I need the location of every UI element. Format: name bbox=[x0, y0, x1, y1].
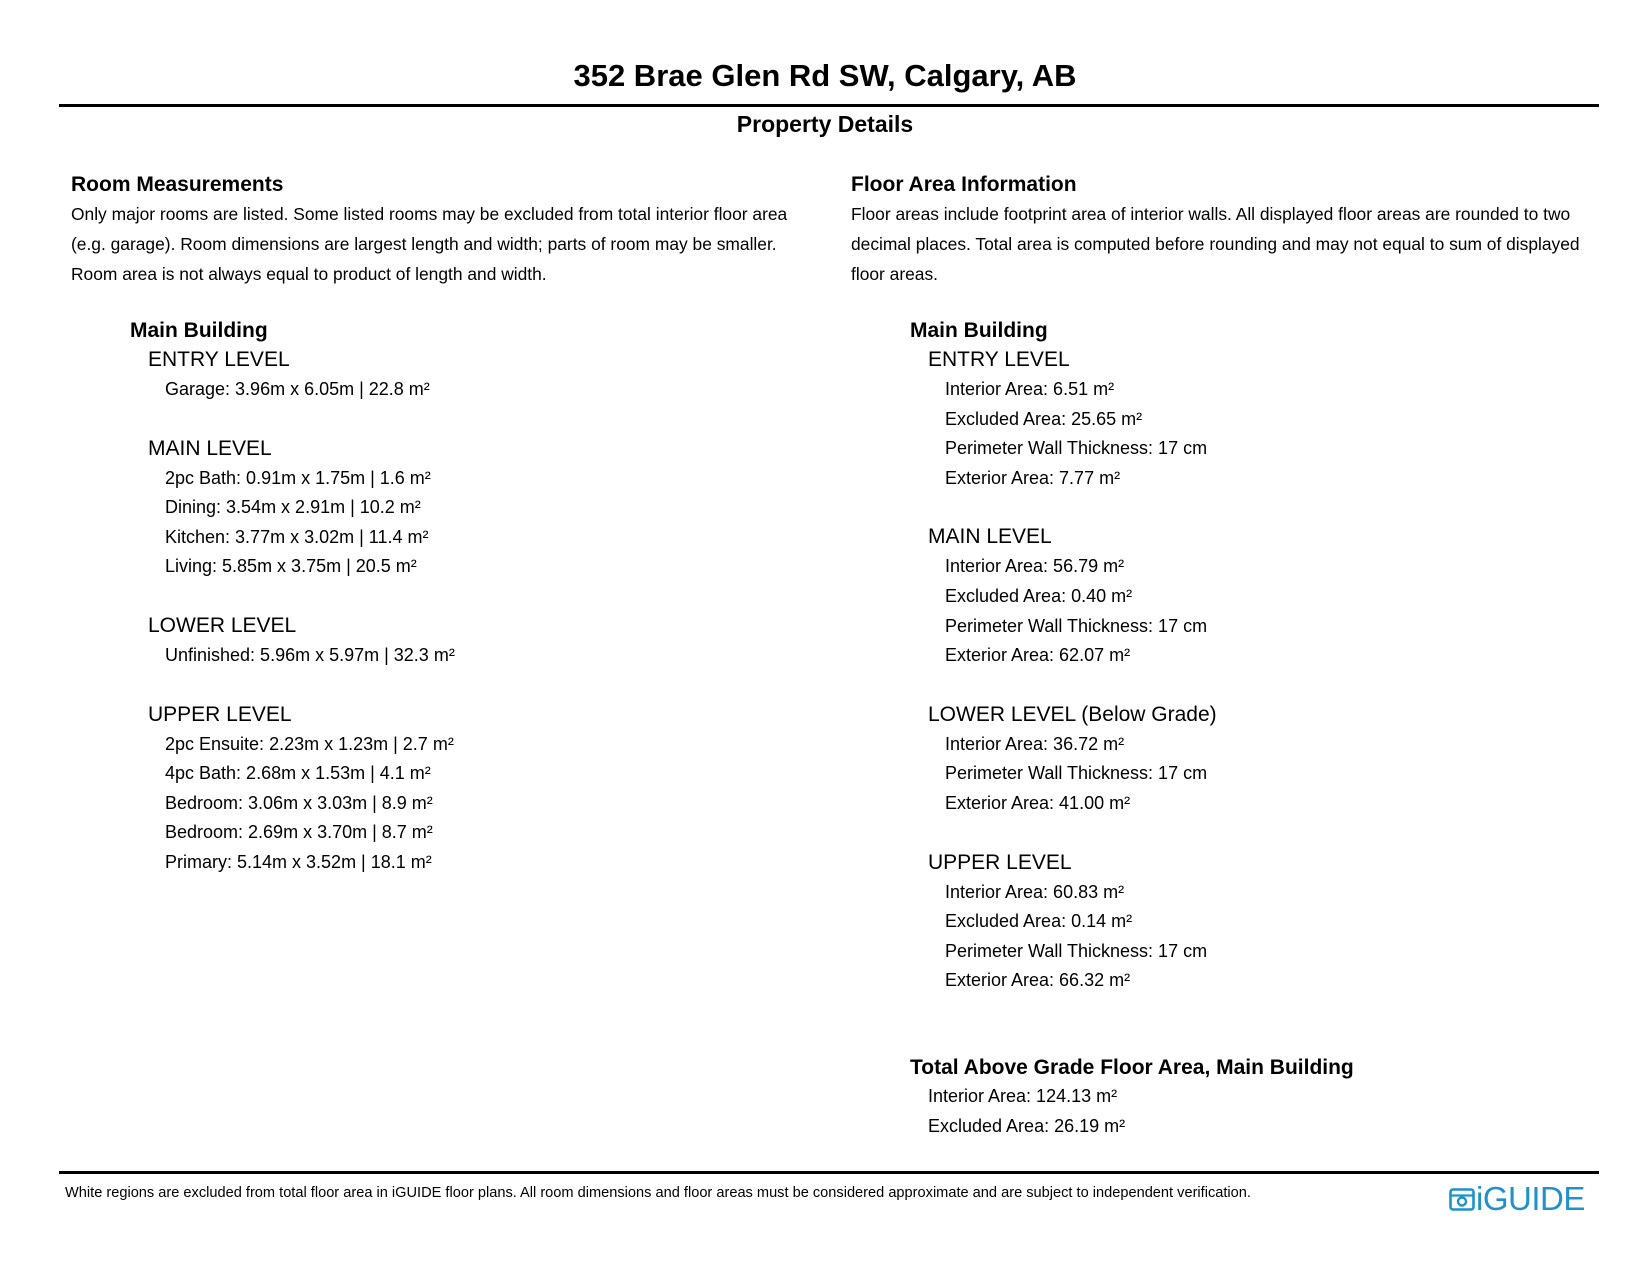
level-name: ENTRY LEVEL bbox=[148, 348, 290, 371]
room-row: Garage: 3.96m x 6.05m | 22.8 m² bbox=[165, 379, 430, 399]
room-row: Bedroom: 2.69m x 3.70m | 8.7 m² bbox=[165, 822, 433, 843]
floor-area-description-line: Floor areas include footprint area of interior walls. All displayed floor areas are rounded to two bbox=[851, 204, 1571, 224]
area-levels bbox=[928, 345, 1611, 996]
room-levels bbox=[148, 345, 811, 878]
footer-disclaimer: White regions are excluded from total floor area in iGUIDE floor plans. All room dimensions and floor areas must be considered approximate and are subject to independent verification. bbox=[65, 1185, 1251, 1201]
room-measurements-description-line: (e.g. garage). Room dimensions are largest length and width; parts of room may be smaller. bbox=[71, 234, 777, 254]
building-heading: Main Building bbox=[910, 319, 1048, 342]
room-row: Bedroom: 3.06m x 3.03m | 8.9 m² bbox=[165, 792, 433, 813]
area-row: Interior Area: 60.83 m² bbox=[945, 881, 1125, 902]
area-row: Perimeter Wall Thickness: 17 cm bbox=[945, 438, 1208, 459]
total-row: Interior Area: 124.13 m² bbox=[928, 1085, 1118, 1106]
area-row: Exterior Area: 7.77 m² bbox=[945, 467, 1121, 488]
room-row: 2pc Bath: 0.91m x 1.75m | 1.6 m² bbox=[165, 467, 431, 488]
floor-area-title: Floor Area Information bbox=[851, 173, 1077, 196]
floor-area-section bbox=[851, 171, 1611, 1141]
level-name: LOWER LEVEL bbox=[148, 613, 297, 637]
room-row: 4pc Bath: 2.68m x 1.53m | 4.1 m² bbox=[165, 763, 431, 784]
area-row: Excluded Area: 0.14 m² bbox=[945, 911, 1133, 932]
floor-area-description-line: floor areas. bbox=[851, 264, 938, 284]
level-name: MAIN LEVEL bbox=[148, 436, 272, 460]
area-row: Interior Area: 56.79 m² bbox=[945, 556, 1125, 577]
level-block bbox=[148, 611, 811, 671]
level-block bbox=[928, 522, 1611, 670]
iguide-logo-text: iGUIDE bbox=[1476, 1180, 1585, 1217]
room-row: Dining: 3.54m x 2.91m | 10.2 m² bbox=[165, 497, 421, 518]
area-row: Exterior Area: 62.07 m² bbox=[945, 645, 1131, 666]
level-block bbox=[928, 848, 1611, 996]
page-title: 352 Brae Glen Rd SW, Calgary, AB bbox=[573, 58, 1077, 93]
room-row: Living: 5.85m x 3.75m | 20.5 m² bbox=[165, 556, 417, 577]
room-row: Primary: 5.14m x 3.52m | 18.1 m² bbox=[165, 851, 432, 872]
area-row: Interior Area: 36.72 m² bbox=[945, 733, 1125, 754]
area-row: Exterior Area: 66.32 m² bbox=[945, 970, 1131, 991]
room-measurements-description-line: Only major rooms are listed. Some listed rooms may be excluded from total interior floor area bbox=[71, 204, 788, 224]
iguide-logo-icon bbox=[1449, 1186, 1475, 1212]
total-floor-area-title: Total Above Grade Floor Area, Main Building bbox=[910, 1055, 1354, 1079]
area-row: Exterior Area: 41.00 m² bbox=[945, 792, 1131, 813]
level-block bbox=[148, 700, 811, 878]
room-measurements-section bbox=[71, 171, 811, 907]
area-row: Perimeter Wall Thickness: 17 cm bbox=[945, 763, 1208, 784]
room-measurements-title: Room Measurements bbox=[71, 173, 284, 196]
page-subtitle: Property Details bbox=[736, 111, 914, 137]
level-name: MAIN LEVEL bbox=[928, 525, 1052, 549]
floor-area-description-line: decimal places. Total area is computed before rounding and may not equal to sum of displayed bbox=[851, 234, 1580, 254]
header-divider bbox=[59, 104, 1599, 107]
building-heading: Main Building bbox=[130, 319, 268, 342]
area-row: Perimeter Wall Thickness: 17 cm bbox=[945, 940, 1208, 961]
level-name: ENTRY LEVEL bbox=[928, 348, 1070, 371]
level-block bbox=[928, 345, 1611, 493]
level-block bbox=[148, 434, 811, 582]
footer-divider bbox=[59, 1171, 1599, 1174]
area-row: Excluded Area: 25.65 m² bbox=[945, 408, 1143, 429]
room-row: Kitchen: 3.77m x 3.02m | 11.4 m² bbox=[165, 526, 429, 547]
room-measurements-description-line: Room area is not always equal to product of length and width. bbox=[71, 264, 547, 284]
total-floor-area bbox=[910, 1054, 1611, 1141]
iguide-logo bbox=[1449, 1181, 1585, 1217]
level-name: LOWER LEVEL (Below Grade) bbox=[928, 702, 1217, 726]
total-row: Excluded Area: 26.19 m² bbox=[928, 1115, 1126, 1136]
room-row: Unfinished: 5.96m x 5.97m | 32.3 m² bbox=[165, 644, 455, 665]
area-row: Interior Area: 6.51 m² bbox=[945, 379, 1115, 399]
level-block bbox=[148, 345, 811, 405]
level-name: UPPER LEVEL bbox=[148, 702, 292, 726]
room-row: 2pc Ensuite: 2.23m x 1.23m | 2.7 m² bbox=[165, 733, 454, 754]
level-block bbox=[928, 700, 1611, 819]
area-row: Excluded Area: 0.40 m² bbox=[945, 585, 1133, 606]
level-name: UPPER LEVEL bbox=[928, 850, 1072, 874]
area-row: Perimeter Wall Thickness: 17 cm bbox=[945, 615, 1208, 636]
